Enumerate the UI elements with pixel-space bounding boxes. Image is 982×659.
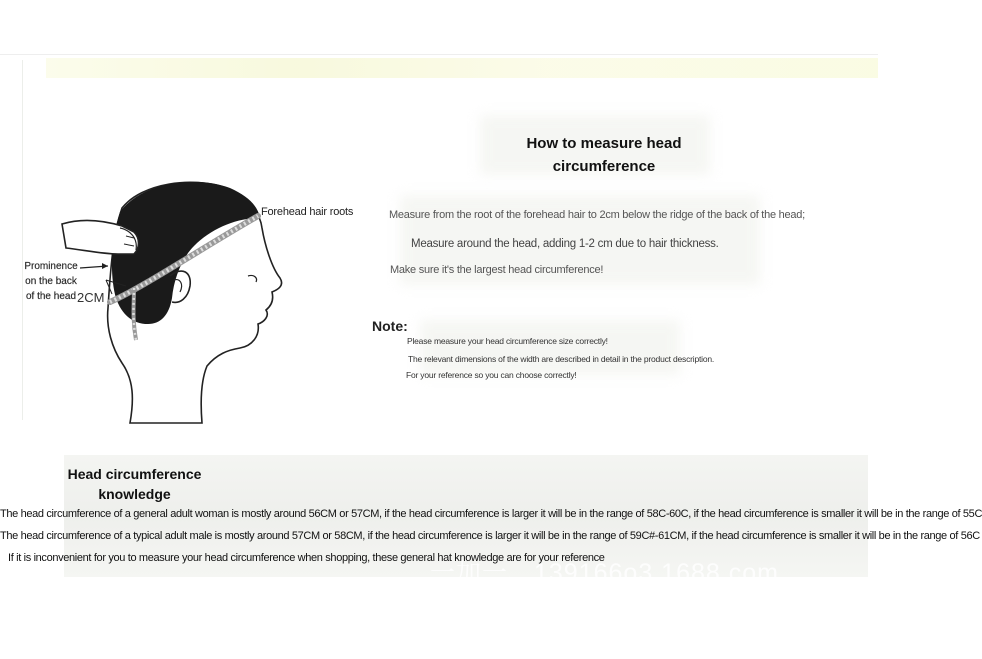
instruction-step: Measure around the head, adding 1-2 cm due to hair thickness. xyxy=(411,238,719,250)
background-strip xyxy=(46,58,878,78)
measure-instructions-title: How to measure head circumference xyxy=(526,135,682,175)
note-item: Please measure your head circumference size correctly! xyxy=(407,336,608,346)
knowledge-line: The head circumference of a general adult woman is mostly around 56CM or 57CM, if the head circumference is larger it will be in the range of 58C-60C, if the head circumference is smaller it will be in the range of 55C xyxy=(0,508,982,520)
store-watermark: 一加一、139166o3.1688.com xyxy=(430,559,779,587)
knowledge-line: The head circumference of a typical adult male is mostly around 57CM or 58CM, if the head circumference is larger it will be in the range of 59C#-61CM, if the head circumference is smaller it will be in the range of 56C xyxy=(0,530,980,542)
background-blotch xyxy=(420,320,680,375)
note-item: The relevant dimensions of the width are described in detail in the product description. xyxy=(408,354,715,364)
forehead-hair-roots-label: Forehead hair roots xyxy=(261,206,354,218)
knowledge-title: Head circumference knowledge xyxy=(67,466,202,502)
two-cm-label: 2CM xyxy=(77,290,105,305)
back-of-head-prominence-label: Prominence on the back of the head xyxy=(24,261,78,302)
instruction-step: Make sure it's the largest head circumference! xyxy=(390,264,604,276)
top-blank-band xyxy=(0,0,878,55)
instruction-step: Measure from the root of the forehead hair to 2cm below the ridge of the back of the head; xyxy=(389,209,805,221)
note-heading: Note: xyxy=(372,318,408,334)
knowledge-line: If it is inconvenient for you to measure your head circumference when shopping, these general hat knowledge are for your reference xyxy=(8,552,605,564)
note-item: For your reference so you can choose correctly! xyxy=(406,370,577,380)
